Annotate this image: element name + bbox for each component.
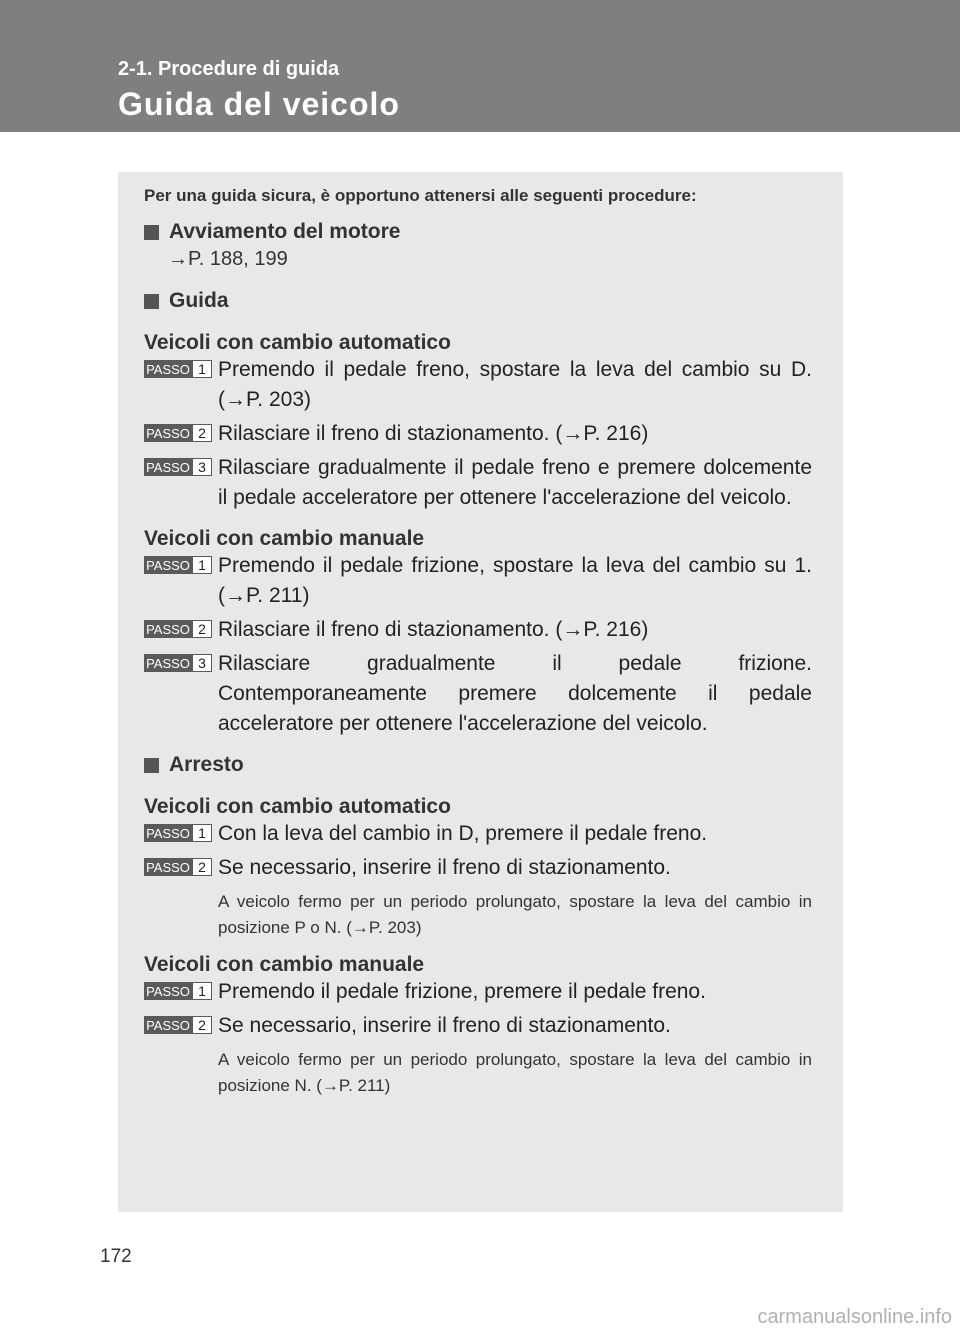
step-item [144, 977, 812, 1007]
step-badge: PASSO 3 [144, 458, 212, 476]
step-text: Se necessario, inserire il freno di stazionamento. [218, 1014, 671, 1037]
page-number: 172 [100, 1246, 132, 1267]
subheading-arresto-auto: Veicoli con cambio automatico [144, 795, 451, 818]
note-text: A veicolo fermo per un periodo prolungato, spostare la leva del cambio in posizione N. (→P. 211) [218, 1050, 812, 1095]
step-list-guida-auto [144, 355, 812, 513]
step-item [144, 419, 812, 449]
content [144, 186, 812, 1099]
heading-arresto [144, 753, 812, 777]
step-item [144, 453, 812, 513]
subheading-guida-manual: Veicoli con cambio manuale [144, 527, 425, 550]
heading-text: Arresto [169, 753, 244, 776]
step-item [144, 649, 812, 739]
watermark: carmanualsonline.info [757, 1306, 952, 1328]
step-text: Con la leva del cambio in D, premere il pedale freno. [218, 822, 708, 845]
step-text: Rilasciare gradualmente il pedale frizione. Contemporaneamente premere dolcemente il pedale acceleratore per ottenere l'accelerazione del veicolo. [218, 652, 812, 735]
step-text: Rilasciare il freno di stazionamento. (→P. 216) [218, 618, 649, 641]
step-item [144, 615, 812, 645]
step-text: Se necessario, inserire il freno di stazionamento. [218, 856, 671, 879]
reference-link: →P. 188, 199 [168, 248, 288, 270]
step-badge: PASSO 1 [144, 556, 212, 574]
square-bullet-icon [144, 225, 159, 240]
step-badge: PASSO 2 [144, 1016, 212, 1034]
step-badge: PASSO 2 [144, 858, 212, 876]
step-badge: PASSO 2 [144, 424, 212, 442]
step-item [144, 355, 812, 415]
section-label: 2-1. Procedure di guida [118, 58, 340, 80]
page-title: Guida del veicolo [118, 86, 400, 122]
step-text: Premendo il pedale frizione, spostare la leva del cambio su 1. (→P. 211) [218, 554, 812, 607]
step-badge: PASSO 3 [144, 654, 212, 672]
step-list-arresto-auto [144, 819, 812, 883]
square-bullet-icon [144, 294, 159, 309]
step-item [144, 551, 812, 611]
subheading-arresto-manual: Veicoli con cambio manuale [144, 953, 425, 976]
page-header [0, 0, 960, 132]
heading-avviamento [144, 220, 812, 244]
step-badge: PASSO 1 [144, 360, 212, 378]
subheading-guida-auto: Veicoli con cambio automatico [144, 331, 451, 354]
step-item [144, 819, 812, 849]
heading-text: Guida [169, 289, 229, 312]
square-bullet-icon [144, 758, 159, 773]
step-badge: PASSO 2 [144, 620, 212, 638]
step-badge: PASSO 1 [144, 824, 212, 842]
heading-text: Avviamento del motore [169, 220, 401, 243]
step-text: Premendo il pedale freno, spostare la leva del cambio su D. (→P. 203) [218, 358, 812, 411]
heading-guida [144, 289, 812, 313]
step-text: Premendo il pedale frizione, premere il pedale freno. [218, 980, 706, 1003]
intro-text: Per una guida sicura, è opportuno attenersi alle seguenti procedure: [144, 186, 697, 205]
step-badge: PASSO 1 [144, 982, 212, 1000]
step-list-guida-manual [144, 551, 812, 739]
step-text: Rilasciare il freno di stazionamento. (→P. 216) [218, 422, 649, 445]
step-item [144, 853, 812, 883]
step-text: Rilasciare gradualmente il pedale freno e premere dolcemente il pedale acceleratore per ottenere l'accelerazione del veicolo. [218, 456, 812, 509]
step-list-arresto-manual [144, 977, 812, 1041]
note-text: A veicolo fermo per un periodo prolungato, spostare la leva del cambio in posizione P o N. (→P. 203) [218, 892, 812, 937]
step-item [144, 1011, 812, 1041]
